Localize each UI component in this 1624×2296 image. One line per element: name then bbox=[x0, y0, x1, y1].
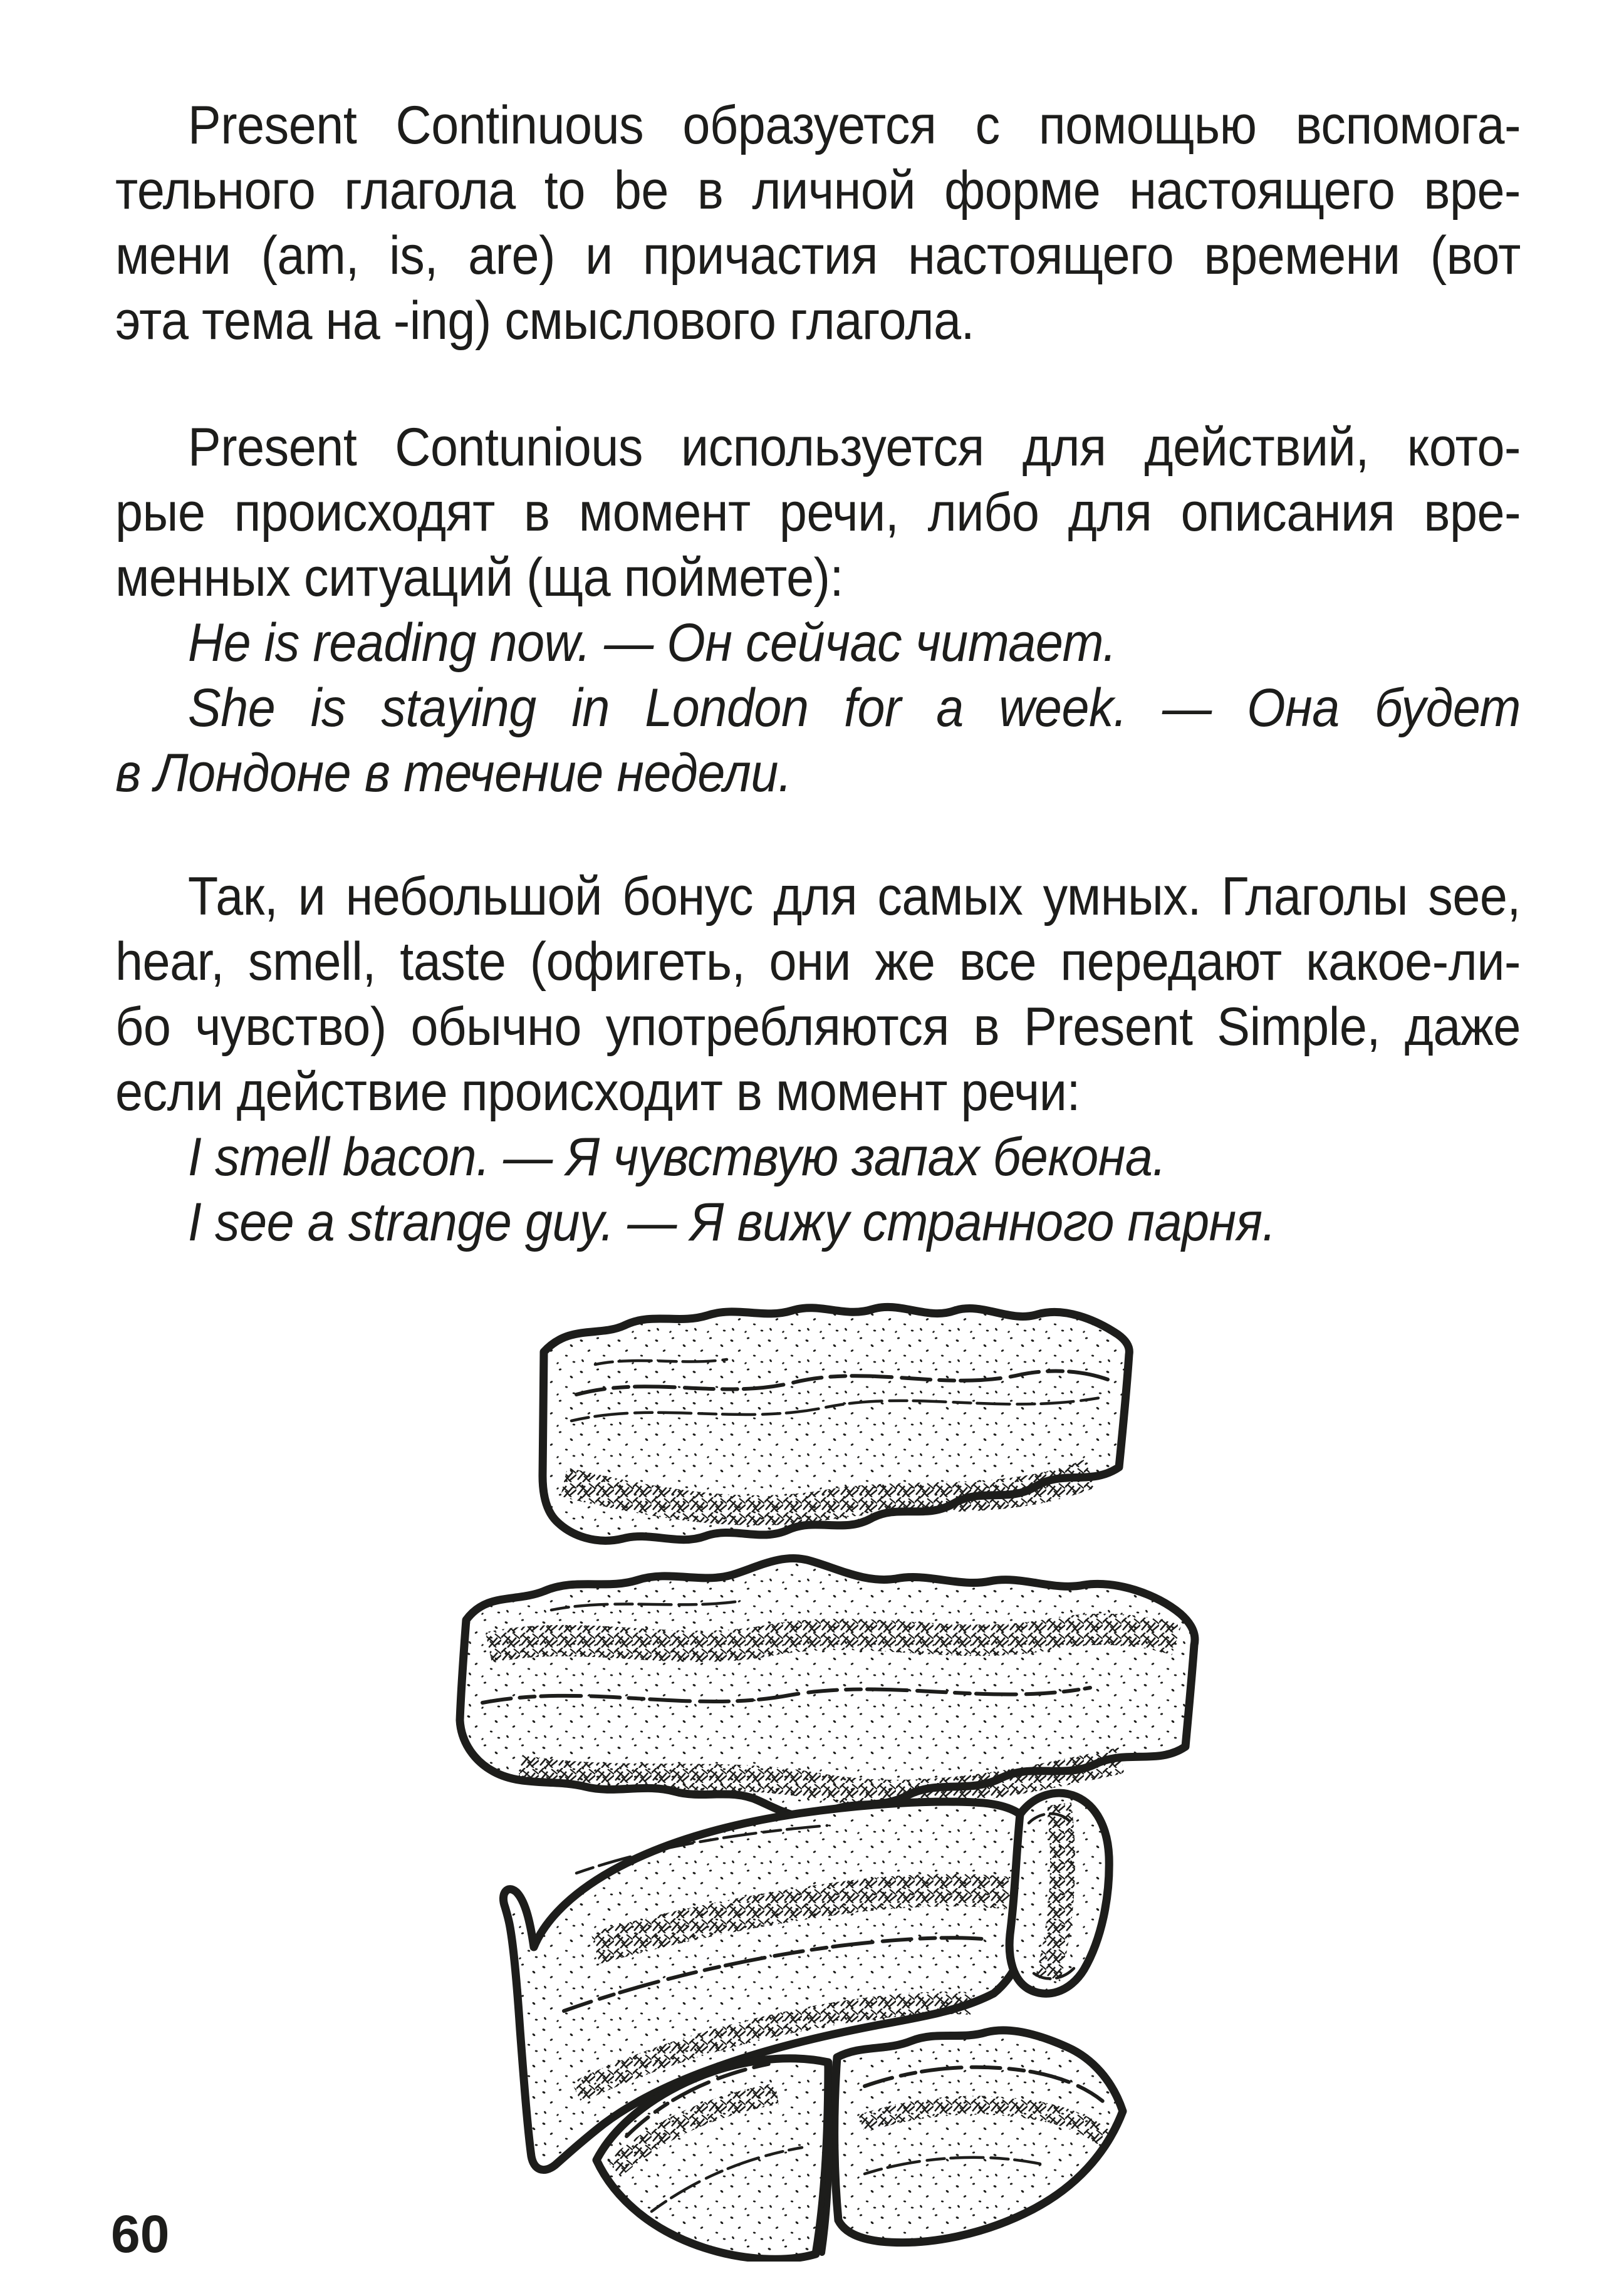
page-number: 60 bbox=[111, 2205, 170, 2263]
example1-line-2: She is staying in London for a week. — Она будет bbox=[187, 678, 1521, 738]
p2-line-2: рые происходят в момент речи, либо для описания вре- bbox=[115, 482, 1521, 543]
p1-line-1: Present Continuous образуется с помощью вспомога- bbox=[187, 95, 1521, 155]
p1-line-2: тельного глагола to be в личной форме настоящего вре- bbox=[115, 160, 1521, 221]
p1-line-3: мени (am, is, are) и причастия настоящего времени (вот bbox=[115, 226, 1521, 286]
example2-line-2: I see a strange guy. — Я вижу странного парня. bbox=[187, 1192, 1276, 1252]
example1-line-3: в Лондоне в течение недели. bbox=[115, 743, 792, 803]
example2-line-1: I smell bacon. — Я чувствую запах бекона. bbox=[187, 1127, 1166, 1187]
body-text bbox=[115, 93, 1521, 1255]
p3-line-3: бо чувство) обычно употребляются в Present Simple, даже bbox=[115, 997, 1521, 1057]
bacon-strip-1 bbox=[543, 1307, 1129, 1540]
p3-line-2: hear, smell, taste (офигеть, они же все передают какое-ли- bbox=[115, 932, 1521, 992]
p2-line-3: менных ситуаций (ща поймете): bbox=[115, 548, 844, 608]
example1-line-1: He is reading now. — Он сейчас читает. bbox=[187, 613, 1116, 673]
p2-line-1: Present Contunious используется для действий, кото- bbox=[187, 417, 1521, 477]
bacon-illustration-svg bbox=[388, 1272, 1266, 2262]
bacon-strip-2 bbox=[460, 1558, 1195, 1817]
p1-line-4: эта тема на -ing) смыслового глагола. bbox=[115, 291, 975, 351]
bacon-illustration bbox=[388, 1272, 1266, 2262]
p3-line-1: Так, и небольшой бонус для самых умных. Глаголы see, bbox=[187, 866, 1521, 927]
p3-line-4: если действие происходит в момент речи: bbox=[115, 1062, 1080, 1122]
